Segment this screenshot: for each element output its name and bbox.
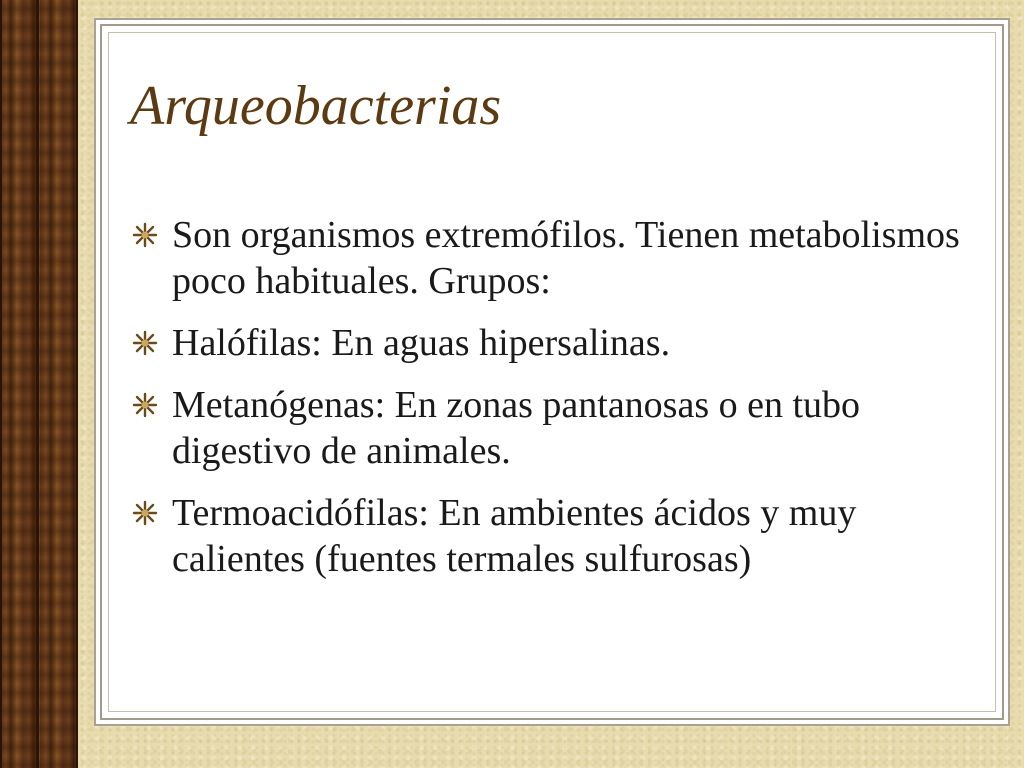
bullet-text: Metanógenas: En zonas pantanosas o en tubo digestivo de animales. — [172, 384, 861, 472]
wood-texture-border — [0, 0, 78, 768]
bullet-text: Termoacidófilas: En ambientes ácidos y muy calientes (fuentes termales sulfurosas) — [172, 492, 857, 580]
bullet-text: Halófilas: En aguas hipersalinas. — [172, 322, 671, 364]
bullet-item — [132, 382, 972, 474]
starburst-icon — [132, 500, 158, 526]
bullet-item — [132, 490, 972, 582]
slide-title: Arqueobacterias — [130, 75, 502, 137]
slide-frame — [100, 24, 1004, 720]
bullet-text: Son organismos extremófilos. Tienen metabolismos poco habituales. Grupos: — [172, 214, 960, 302]
bullet-list — [132, 212, 972, 598]
starburst-icon — [132, 330, 158, 356]
bullet-item — [132, 320, 972, 366]
starburst-icon — [132, 392, 158, 418]
starburst-icon — [132, 222, 158, 248]
bullet-item — [132, 212, 972, 304]
